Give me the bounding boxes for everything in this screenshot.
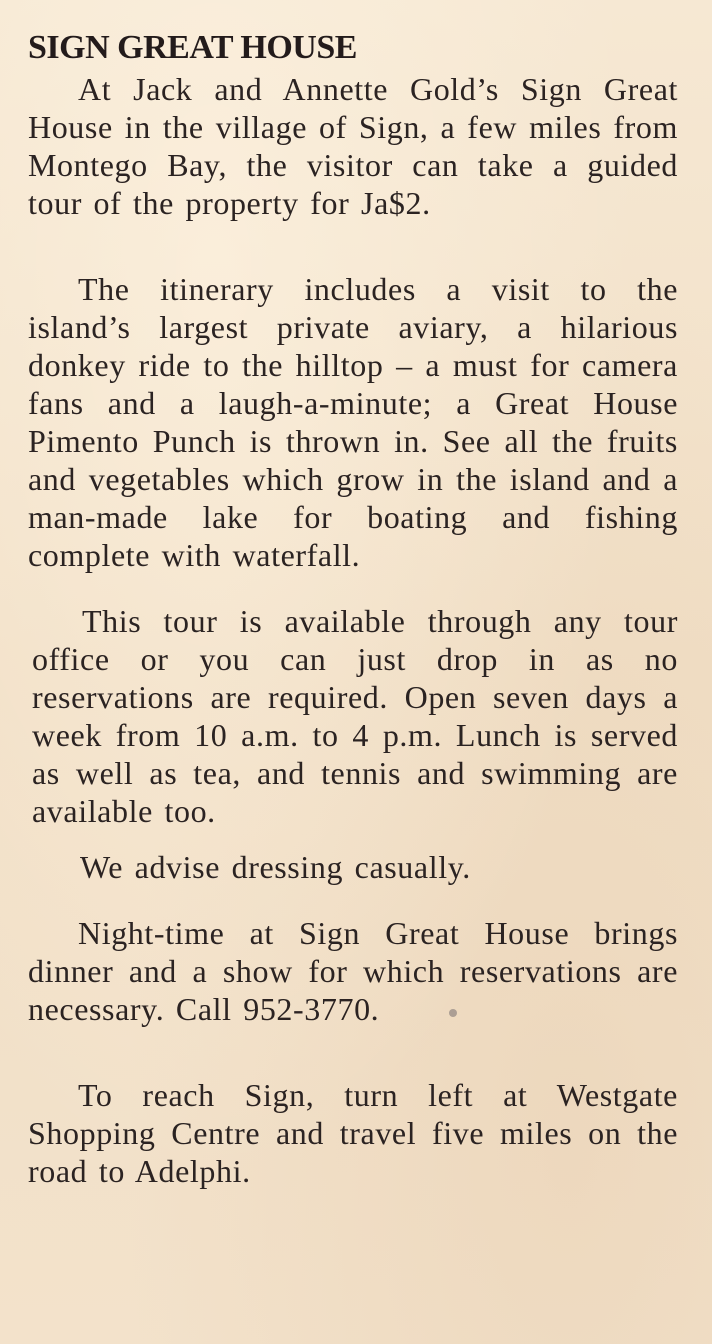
paragraph-nighttime-block [28, 914, 678, 1028]
paragraph-nighttime-text: Night-time at Sign Great House brings dinner and a show for which reservations are necessary. Call 952-3770. [28, 915, 678, 1027]
article-headline: SIGN GREAT HOUSE [28, 29, 357, 66]
paragraph-nighttime [28, 914, 678, 1028]
ink-speck [449, 1009, 457, 1017]
paragraph-availability: This tour is available through any tour office or you can just drop in as no reservations are required. Open seven days a week from 10 a.m. to 4 p.m. Lunch is served as well as tea, and tennis and swimming are available too. [32, 603, 678, 829]
paragraph-itinerary: The itinerary includes a visit to the island’s largest private aviary, a hilarious donkey ride to the hilltop – a must for camera fans and a laugh-a-minute; a Great House Pimento Punch is thrown in. See all the fruits and vegetables which grow in the island and a man-made lake for boating and fishing complete with waterfall. [28, 271, 678, 573]
paragraph-intro: At Jack and Annette Gold’s Sign Great House in the village of Sign, a few miles from Montego Bay, the visitor can take a guided tour of the property for Ja$2. [28, 71, 678, 221]
paragraph-directions: To reach Sign, turn left at Westgate Shopping Centre and travel five miles on the road to Adelphi. [28, 1077, 678, 1189]
paragraph-dress-advice: We advise dressing casually. [80, 849, 471, 885]
